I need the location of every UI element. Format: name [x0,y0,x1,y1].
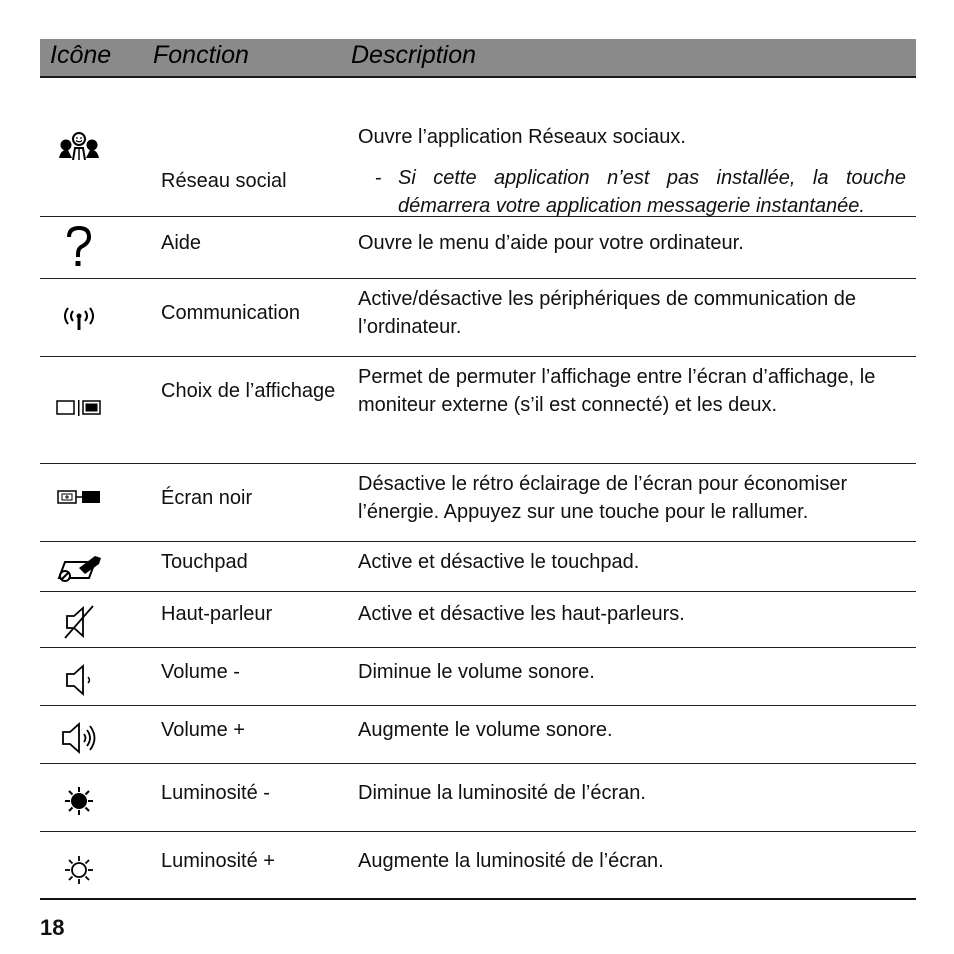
note-text: Si cette application n’est pas installée, la touche démarrera votre application messagerie instantanée. [398,167,906,217]
table-row [40,464,916,542]
function-label: Réseau social [161,170,287,192]
table-row [40,648,916,706]
table-header [40,39,916,78]
function-label: Communication [161,302,300,324]
description-text: Diminue le volume sonore. [358,661,595,683]
hotkey-table [40,39,916,900]
touchpad-toggle-icon [54,550,104,586]
question-mark-icon [54,229,104,265]
table-row [40,78,916,217]
speaker-mute-icon [54,604,104,640]
display-toggle-icon [54,390,104,426]
table-row [40,357,916,464]
header-description-col: Description [351,41,477,69]
header-function-col: Fonction [153,41,249,69]
function-label: Écran noir [161,487,253,509]
description-text: Permet de permuter l’affichage entre l’écran d’affichage, le moniteur externe (s’il est connecté) et les deux. [358,366,876,416]
function-label: Aide [161,232,202,254]
table-row [40,592,916,648]
function-label: Choix de l’affichage [161,380,336,402]
description-text: Diminue la luminosité de l’écran. [358,782,646,804]
brightness-down-icon [54,783,104,819]
function-label: Volume - [161,661,240,683]
brightness-up-icon [54,852,104,888]
page-number: 18 [40,915,65,940]
description-text: Active et désactive les haut-parleurs. [358,603,685,625]
table-row [40,706,916,764]
header-icon-col: Icône [50,41,112,69]
function-label: Luminosité + [161,850,275,872]
description-text: Ouvre l’application Réseaux sociaux. [358,126,686,148]
description-text: Désactive le rétro éclairage de l’écran pour économiser l’énergie. Appuyez sur une touche pour le rallumer. [358,473,848,523]
description-text: Augmente le volume sonore. [358,719,613,741]
table-row [40,217,916,279]
social-network-icon [54,129,104,165]
note-dash: - [375,167,382,189]
description-text: Ouvre le menu d’aide pour votre ordinateur. [358,232,744,254]
function-label: Volume + [161,719,245,741]
description-text: Augmente la luminosité de l’écran. [358,850,664,872]
wireless-antenna-icon [54,302,104,338]
function-label: Luminosité - [161,782,270,804]
description-text: Active/désactive les périphériques de communication de l’ordinateur. [358,288,857,338]
table-row [40,764,916,832]
table-row [40,542,916,592]
volume-up-icon [54,720,104,756]
function-label: Haut-parleur [161,603,273,625]
function-label: Touchpad [161,551,248,573]
description-text: Active et désactive le touchpad. [358,551,640,573]
screen-blank-icon [54,479,104,515]
table-row [40,832,916,900]
table-row [40,279,916,357]
volume-down-icon [54,662,104,698]
